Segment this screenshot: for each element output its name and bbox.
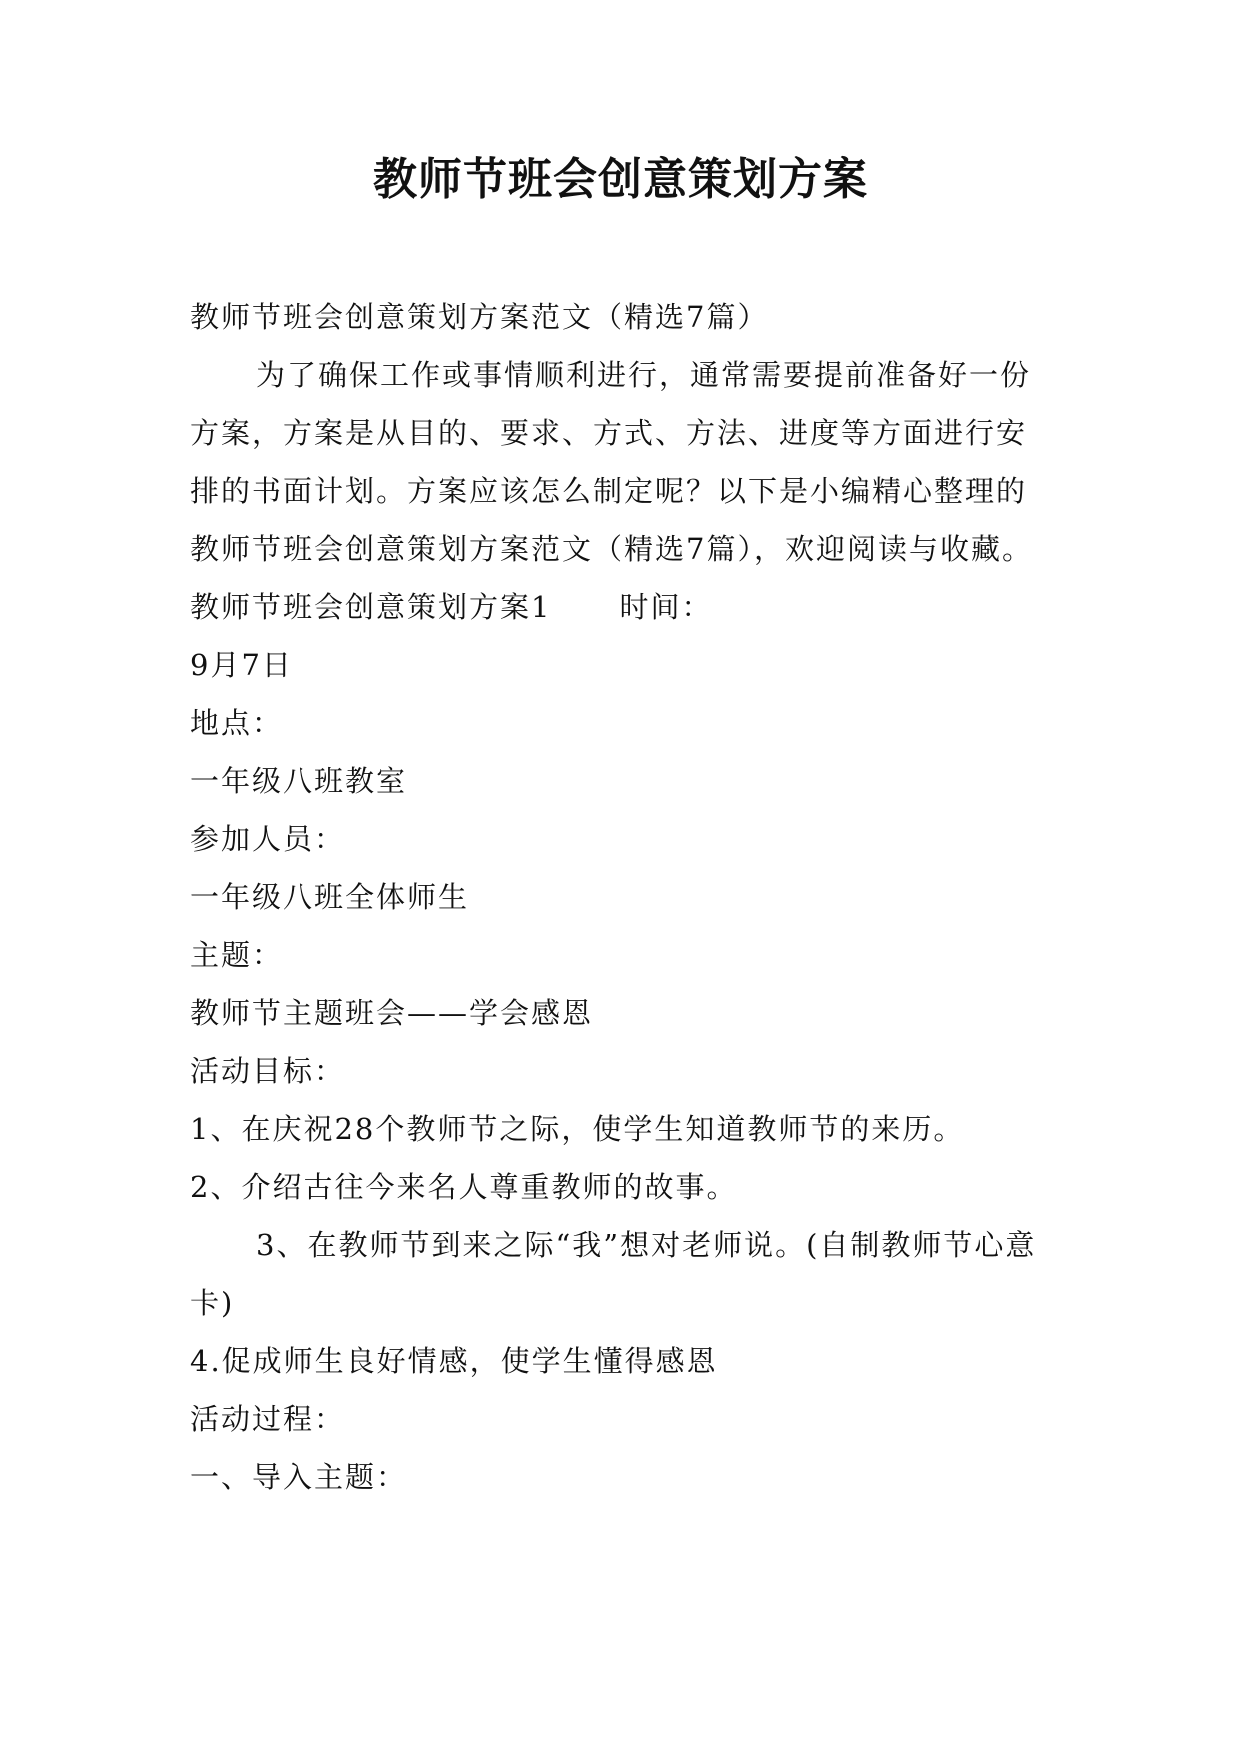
goal-item-1: 1、在庆祝28个教师节之际，使学生知道教师节的来历。 [190,1112,965,1146]
section-heading: 教师节班会创意策划方案1 [190,590,552,624]
date-value: 9月7日 [190,648,293,682]
subtitle-line: 教师节班会创意策划方案范文（精选7篇） [190,300,769,334]
participants-value: 一年级八班全体师生 [190,880,470,914]
goal-item-3: 3、在教师节到来之际“我”想对老师说。(自制教师节心意卡) [190,1228,1037,1320]
intro-paragraph: 为了确保工作或事情顺利进行，通常需要提前准备好一份方案，方案是从目的、要求、方式、方法、进度等方面进行安排的书面计划。方案应该怎么制定呢？以下是小编精心整理的教师节班会创意策划方案范文（精选7篇），欢迎阅读与收藏。 [190,358,1033,566]
process-label: 活动过程： [190,1402,346,1436]
participants-label: 参加人员： [190,822,346,856]
process-step-1: 一、导入主题： [190,1460,408,1494]
location-label: 地点： [190,706,284,740]
time-label: 时间： [619,590,713,624]
goal-item-2: 2、介绍古往今来名人尊重教师的故事。 [190,1170,738,1204]
goals-label: 活动目标： [190,1054,346,1088]
theme-value: 教师节主题班会——学会感恩 [190,996,594,1030]
document-title: 教师节班会创意策划方案 [373,154,868,205]
location-value: 一年级八班教室 [190,764,408,798]
goal-item-4: 4.促成师生良好情感，使学生懂得感恩 [190,1344,718,1378]
theme-label: 主题： [190,938,284,972]
document-body [190,288,1052,1506]
section-heading-line [190,578,1052,636]
